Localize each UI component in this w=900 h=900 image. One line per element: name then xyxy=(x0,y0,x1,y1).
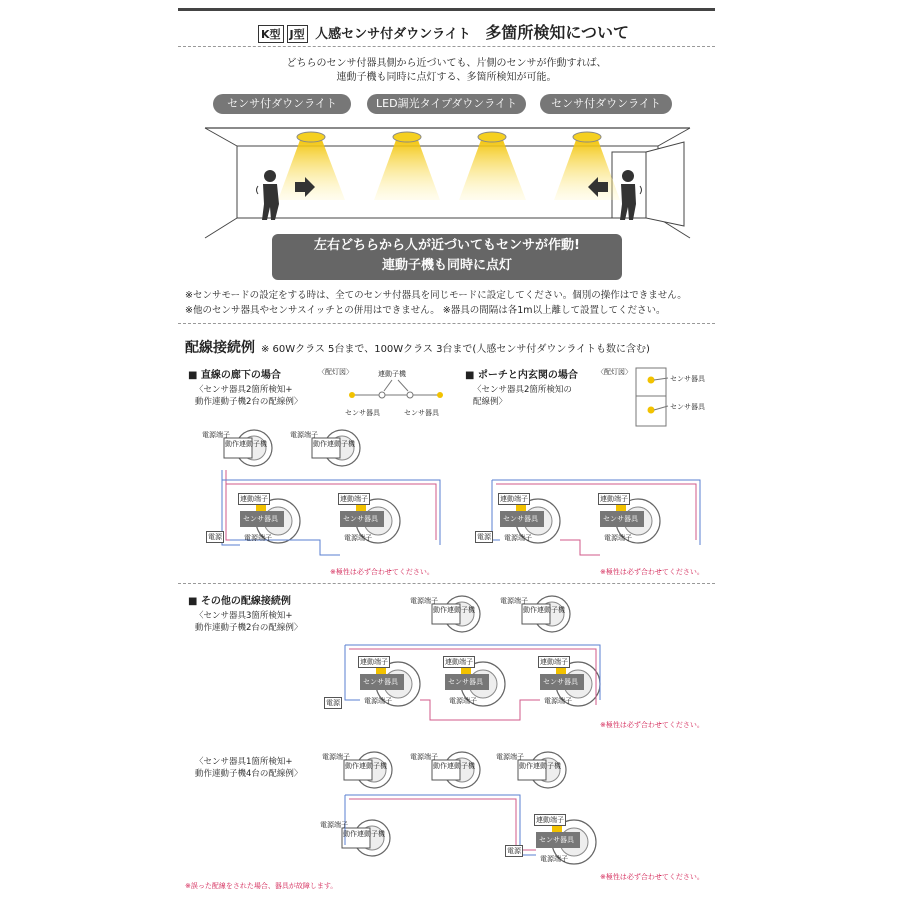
c1-sensor-1-link-terminal: 連動端子 xyxy=(240,495,268,503)
e2-child-3-terminal: 電源端子 xyxy=(496,753,524,761)
note-2: ※他のセンサ器具やセンサスイッチとの併用はできません。 ※器具の間隔は各1m以上離して設置してください。 xyxy=(185,305,666,316)
case2-layout-label: 〈配灯図〉 xyxy=(597,368,632,376)
c1-power: 電源 xyxy=(208,533,222,541)
c2-sensor-2-label: センサ器具 xyxy=(603,515,638,523)
e1-sensor-2-label: センサ器具 xyxy=(448,678,483,686)
c2-sensor-1-sensor-head xyxy=(516,505,526,511)
c1-sensor-2-power-terminal: 電源端子 xyxy=(344,534,372,542)
e1-child-1-label: 動作連動子機 xyxy=(433,606,475,614)
c2-wire-l2 xyxy=(560,540,600,555)
e1-sensor-1-power-terminal: 電源端子 xyxy=(364,697,392,705)
case2-title: ■ ポーチと内玄関の場合 xyxy=(465,370,578,381)
e1-sensor-3-link-terminal: 連動端子 xyxy=(540,658,568,666)
case1-sensor-right-label: センサ器具 xyxy=(404,409,439,417)
c2-sensor-2-sensor-head xyxy=(616,505,626,511)
c1-sensor-1-label: センサ器具 xyxy=(243,515,278,523)
case1-child-label: 連動子機 xyxy=(378,370,406,378)
other-ex2-sub: 〈センサ器具1箇所検知+ 動作連動子機4台の配線例〉 xyxy=(195,757,303,779)
e1-sensor-1-link-terminal: 連動端子 xyxy=(360,658,388,666)
e1-child-1-terminal: 電源端子 xyxy=(410,597,438,605)
e1-sensor-2-sensor-head xyxy=(461,668,471,674)
e2-sensor-1-sensor-head xyxy=(552,826,562,832)
c2-sensor-1-power-terminal: 電源端子 xyxy=(504,534,532,542)
e2-sensor-1-label: センサ器具 xyxy=(539,836,574,844)
polarity-note-1: ※極性は必ず合わせてください。 xyxy=(330,568,434,576)
c2-sensor-2-power-terminal: 電源端子 xyxy=(604,534,632,542)
e1-wire-n2 xyxy=(345,645,360,700)
e2-child-2-terminal: 電源端子 xyxy=(410,753,438,761)
c1-child-2-terminal: 電源端子 xyxy=(290,431,318,439)
polarity-note-2: ※極性は必ず合わせてください。 xyxy=(600,568,704,576)
type-k-tag: K型 xyxy=(258,25,284,43)
e2-child-4-terminal: 電源端子 xyxy=(320,821,348,829)
e2-child-2-label: 動作連動子機 xyxy=(433,762,475,770)
c1-child-1-terminal: 電源端子 xyxy=(202,431,230,439)
pill-sensor-right: センサ付ダウンライト xyxy=(540,94,672,114)
note-1: ※センサモードの設定をする時は、全てのセンサ付器具を同じモードに設定してください。個別の操作はできません。 xyxy=(185,290,687,301)
e2-child-3-label: 動作連動子機 xyxy=(519,762,561,770)
e2-sensor-1-power-terminal: 電源端子 xyxy=(540,855,568,863)
c2-wire-n2 xyxy=(492,480,500,540)
c1-child-1-label: 動作連動子機 xyxy=(225,440,267,448)
c1-sensor-2-link-terminal: 連動端子 xyxy=(340,495,368,503)
e2-child-1-label: 動作連動子機 xyxy=(345,762,387,770)
c2-power: 電源 xyxy=(477,533,491,541)
case1-layout-label: 〈配灯図〉 xyxy=(318,368,353,376)
case1-sub: 〈センサ器具2箇所検知+ 動作連動子機2台の配線例〉 xyxy=(195,385,303,407)
c1-sensor-1-sensor-head xyxy=(256,505,266,511)
c2-sensor-1-label: センサ器具 xyxy=(503,515,538,523)
other-title: ■ その他の配線接続例 xyxy=(188,596,291,607)
e2-child-1-terminal: 電源端子 xyxy=(322,753,350,761)
title-small: 人感センサ付ダウンライト xyxy=(315,27,471,42)
e1-sensor-2-link-terminal: 連動端子 xyxy=(445,658,473,666)
c1-sensor-2-label: センサ器具 xyxy=(343,515,378,523)
e2-sensor-1-link-terminal: 連動端子 xyxy=(536,816,564,824)
polarity-note-3: ※極性は必ず合わせてください。 xyxy=(600,721,704,729)
c1-wire-n xyxy=(222,470,240,545)
c1-child-2-label: 動作連動子機 xyxy=(313,440,355,448)
divider-3 xyxy=(178,583,715,584)
polarity-note-4: ※極性は必ず合わせてください。 xyxy=(600,873,704,881)
e1-child-2-terminal: 電源端子 xyxy=(500,597,528,605)
e1-child-2-label: 動作連動子機 xyxy=(523,606,565,614)
case2-sensor-b-label: センサ器具 xyxy=(670,403,705,411)
title-main: 多箇所検知について xyxy=(485,23,629,42)
other-ex1-sub: 〈センサ器具3箇所検知+ 動作連動子機2台の配線例〉 xyxy=(195,611,303,633)
e2-child-4-label: 動作連動子機 xyxy=(343,830,385,838)
e1-sensor-1-sensor-head xyxy=(376,668,386,674)
case1-title: ■ 直線の廊下の場合 xyxy=(188,370,281,381)
type-j-tag: J型 xyxy=(287,25,308,43)
case2-sub: 〈センサ器具2箇所検知の 配線例〉 xyxy=(473,385,572,407)
case1-sensor-left-label: センサ器具 xyxy=(345,409,380,417)
e2-power: 電源 xyxy=(507,847,521,855)
c1-sensor-1-power-terminal: 電源端子 xyxy=(244,534,272,542)
e1-sensor-2-power-terminal: 電源端子 xyxy=(449,697,477,705)
intro-text: どちらのセンサ付器具側から近づいても、片側のセンサが作動すれば、 連動子機も同時に点灯する、多箇所検知が可能。 xyxy=(286,58,607,83)
wiring-heading-note: ※ 60Wクラス 5台まで、100Wクラス 3台まで(人感センサ付ダウンライトも数に含む) xyxy=(261,344,650,355)
e1-power: 電源 xyxy=(326,699,340,707)
pill-led-dimmer: LED調光タイプダウンライト xyxy=(367,94,526,114)
e1-sensor-1-label: センサ器具 xyxy=(363,678,398,686)
error-note: ※誤った配線をされた場合、器具が故障します。 xyxy=(185,882,338,890)
wiring-heading: 配線接続例 ※ 60Wクラス 5台まで、100Wクラス 3台まで(人感センサ付ダウンライトも数に含む) xyxy=(185,340,650,356)
e1-sensor-3-label: センサ器具 xyxy=(543,678,578,686)
e1-sensor-3-sensor-head xyxy=(556,668,566,674)
pill-sensor-left: センサ付ダウンライト xyxy=(213,94,351,114)
c2-sensor-2-link-terminal: 連動端子 xyxy=(600,495,628,503)
callout-box: 左右どちらから人が近づいてもセンサが作動! 連動子機も同時に点灯 xyxy=(272,234,622,280)
c1-sensor-2-sensor-head xyxy=(356,505,366,511)
case2-sensor-a-label: センサ器具 xyxy=(670,375,705,383)
e1-sensor-3-power-terminal: 電源端子 xyxy=(544,697,572,705)
c2-sensor-1-link-terminal: 連動端子 xyxy=(500,495,528,503)
